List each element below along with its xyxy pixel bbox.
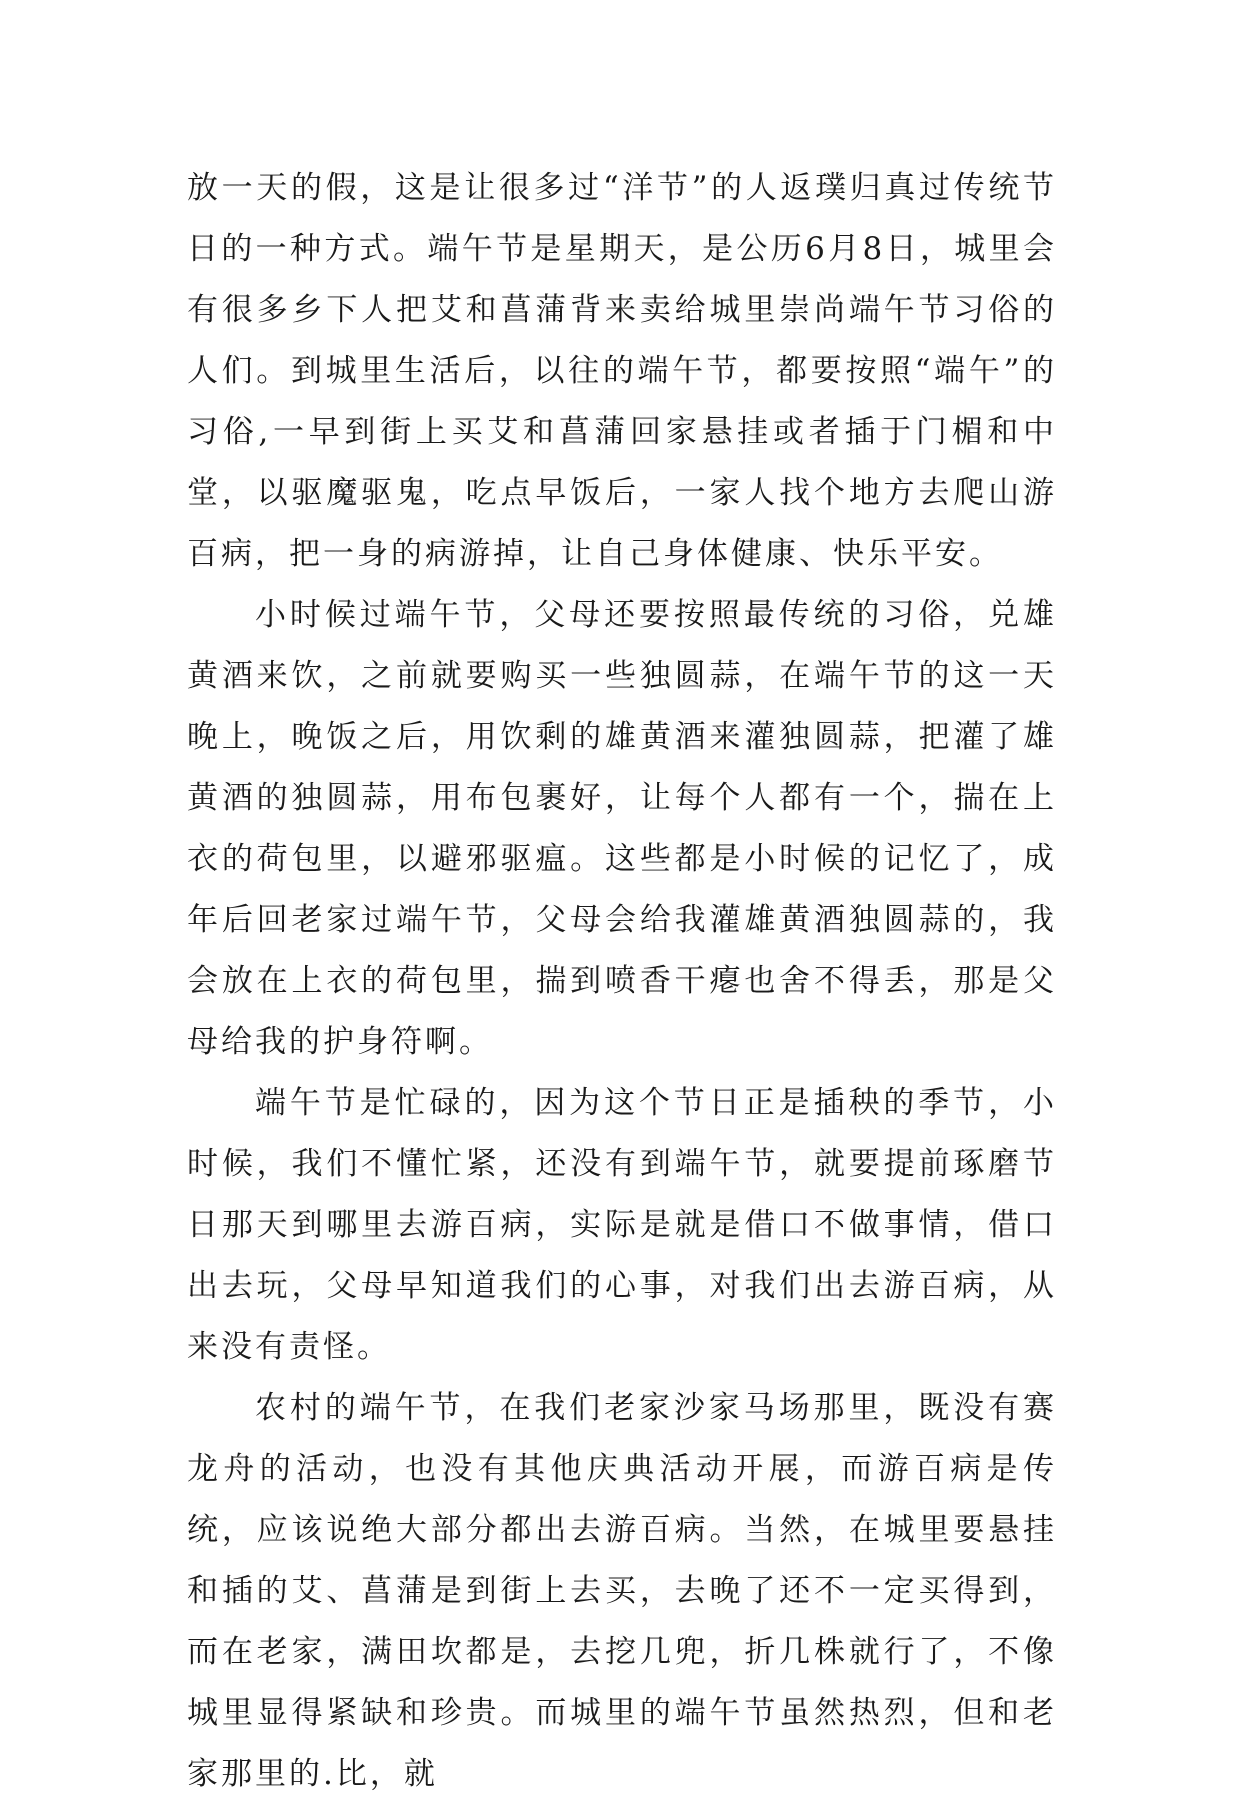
paragraph-2: 小时候过端午节，父母还要按照最传统的习俗，兑雄黄酒来饮，之前就要购买一些独圆蒜，在端午节的这一天晚上，晚饭之后，用饮剩的雄黄酒来灌独圆蒜，把灌了雄黄酒的独圆蒜，用布包裹好，让每个人都有一个，揣在上衣的荷包里，以避邪驱瘟。这些都是小时候的记忆了，成年后回老家过端午节，父母会给我灌雄黄酒独圆蒜的，我会放在上衣的荷包里，揣到喷香干瘪也舍不得丢，那是父母给我的护身符啊。 (187, 597, 1057, 1060)
body-text (187, 158, 1057, 1805)
paragraph-4: 农村的端午节，在我们老家沙家马场那里，既没有赛龙舟的活动，也没有其他庆典活动开展，而游百病是传统，应该说绝大部分都出去游百病。当然，在城里要悬挂和插的艾、菖蒲是到街上去买，去晚了还不一定买得到，而在老家，满田坎都是，去挖几兜，折几株就行了，不像城里显得紧缺和珍贵。而城里的端午节虽然热烈，但和老家那里的.比，就 (187, 1390, 1057, 1792)
paragraph-1: 放一天的假，这是让很多过“洋节”的人返璞归真过传统节日的一种方式。端午节是星期天，是公历6月8日，城里会有很多乡下人把艾和菖蒲背来卖给城里崇尚端午节习俗的人们。到城里生活后，以往的端午节，都要按照“端午”的习俗,一早到街上买艾和菖蒲回家悬挂或者插于门楣和中堂，以驱魔驱鬼，吃点早饭后，一家人找个地方去爬山游百病，把一身的病游掉，让自己身体健康、快乐平安。 (187, 170, 1057, 572)
paragraph-3: 端午节是忙碌的，因为这个节日正是插秧的季节，小时候，我们不懂忙紧，还没有到端午节，就要提前琢磨节日那天到哪里去游百病，实际是就是借口不做事情，借口出去玩，父母早知道我们的心事，对我们出去游百病，从来没有责怪。 (187, 1085, 1057, 1365)
